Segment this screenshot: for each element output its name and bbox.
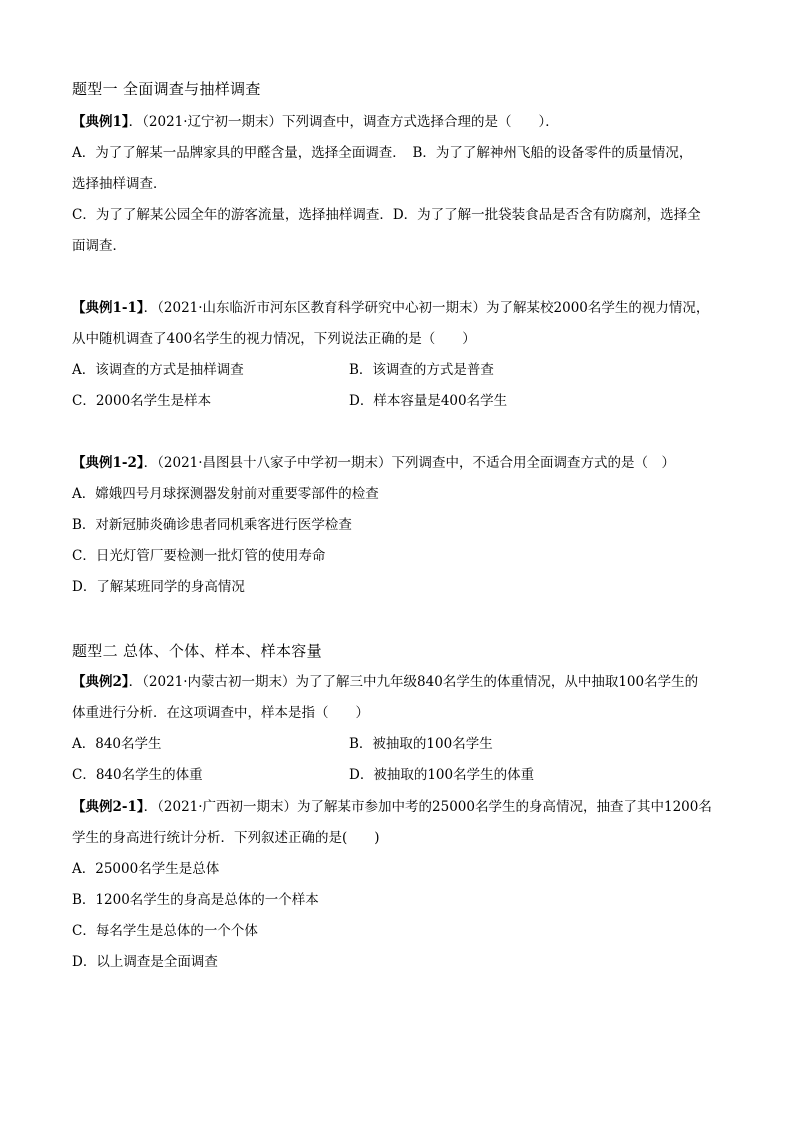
problem-1-option-line-3: C．为了了解某公园全年的游客流量，选择抽样调查．D．为了了解一批袋装食品是否含有防腐剂，选择全	[72, 207, 701, 223]
problem-2-tag: 【典例2】	[72, 674, 129, 690]
problem-1-1-option-b: B．该调查的方式是普查	[349, 362, 494, 378]
problem-1-1-tag: 【典例1-1】	[72, 300, 144, 316]
problem-1-stem	[72, 113, 559, 131]
problem-1-2-stem	[72, 454, 675, 472]
problem-2-1-option-c: C．每名学生是总体的一个个体	[72, 923, 258, 939]
problem-1-stem-text: ．（2021·辽宁初一期末）下列调查中，调查方式选择合理的是（ ）．	[128, 114, 559, 130]
problem-1-2-option-b: B．对新冠肺炎确诊患者同机乘客进行医学检查	[72, 517, 352, 533]
problem-1-2-option-a: A．嫦娥四号月球探测器发射前对重要零部件的检查	[72, 486, 379, 502]
problem-1-1-option-a: A．该调查的方式是抽样调查	[72, 362, 244, 378]
problem-1-tag: 【典例1】	[72, 114, 129, 130]
problem-1-option-line-4: 面调查．	[72, 238, 126, 254]
problem-2-1-option-a: A．25000名学生是总体	[72, 861, 220, 877]
problem-1-1-stem-text-2: 从中随机调查了400名学生的视力情况，下列说法正确的是（ ）	[72, 331, 476, 347]
problem-2-1-option-d: D．以上调查是全面调查	[72, 954, 218, 970]
problem-2-1-stem	[72, 798, 712, 816]
problem-1-1-option-d: D．样本容量是400名学生	[349, 393, 508, 409]
problem-2-option-b: B．被抽取的100名学生	[349, 736, 493, 752]
problem-1-option-line-2: 选择抽样调查．	[72, 176, 167, 192]
problem-2-1-stem-text-1: ．（2021·广西初一期末）为了解某市参加中考的25000名学生的身高情况，抽查了其中1200名	[143, 799, 712, 815]
section-title-2: 题型二 总体、个体、样本、样本容量	[72, 642, 322, 660]
problem-1-1-stem-text-1: ．（2021·山东临沂市河东区教育科学研究中心初一期末）为了解某校2000名学生的视力情况，	[143, 300, 710, 316]
problem-1-2-option-d: D．了解某班同学的身高情况	[72, 579, 245, 595]
problem-1-1-stem	[72, 299, 709, 317]
problem-2-1-tag: 【典例2-1】	[72, 799, 144, 815]
problem-2-option-a: A．840名学生	[72, 736, 162, 752]
problem-1-2-stem-text: ．（2021·昌图县十八家子中学初一期末）下列调查中，不适合用全面调查方式的是（ ）	[143, 455, 676, 471]
problem-1-2-option-c: C．日光灯管厂要检测一批灯管的使用寿命	[72, 548, 326, 564]
problem-2-1-option-b: B．1200名学生的身高是总体的一个样本	[72, 892, 319, 908]
problem-2-option-c: C．840名学生的体重	[72, 767, 203, 783]
problem-2-stem	[72, 673, 698, 691]
problem-2-1-stem-text-2: 学生的身高进行统计分析．下列叙述正确的是( )	[72, 830, 380, 846]
problem-1-2-tag: 【典例1-2】	[72, 455, 144, 471]
problem-1-1-option-c: C．2000名学生是样本	[72, 393, 212, 409]
section-title-1: 题型一 全面调查与抽样调查	[72, 80, 261, 98]
problem-2-option-d: D．被抽取的100名学生的体重	[349, 767, 535, 783]
problem-2-stem-text-1: ．（2021·内蒙古初一期末）为了了解三中九年级840名学生的体重情况，从中抽取100名学生的	[128, 674, 699, 690]
problem-1-option-line-1: A．为了了解某一品牌家具的甲醛含量，选择全面调查． B．为了了解神州飞船的设备零件的质量情况，	[72, 145, 693, 161]
problem-2-stem-text-2: 体重进行分析．在这项调查中，样本是指（ ）	[72, 705, 369, 721]
